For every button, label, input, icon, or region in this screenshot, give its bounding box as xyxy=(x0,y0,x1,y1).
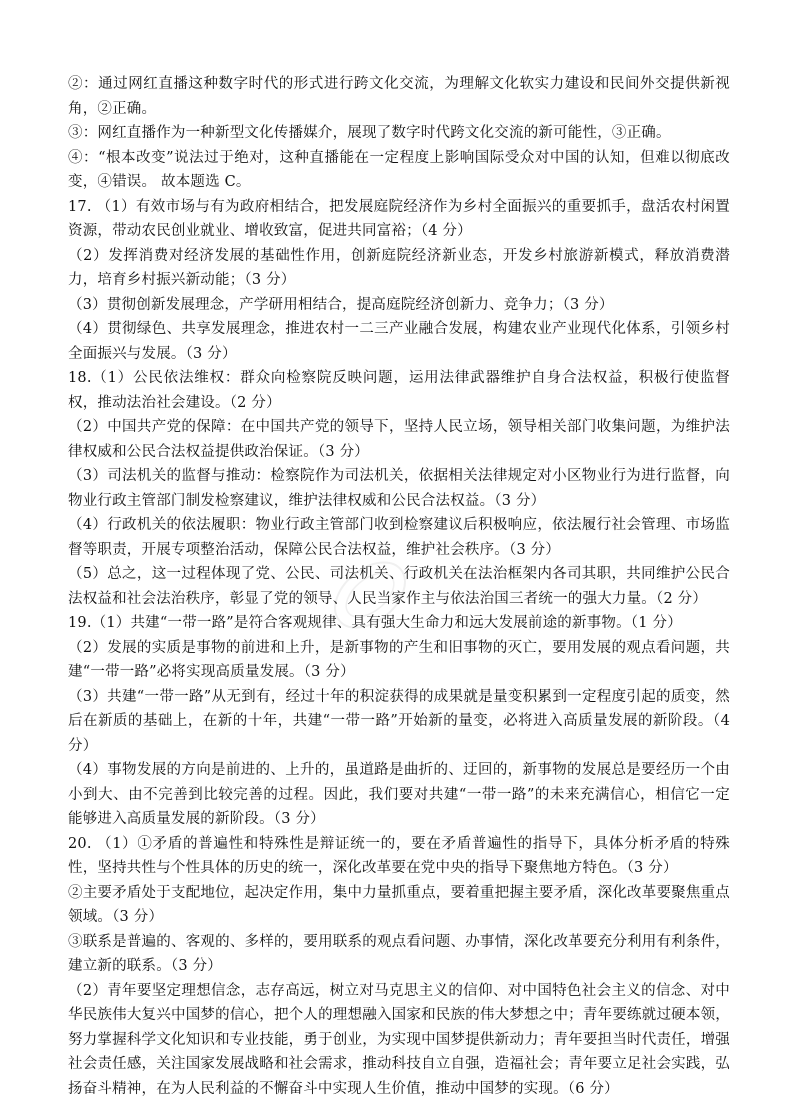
answer-paragraph: （2）发展的实质是事物的前进和上升，是新事物的产生和旧事物的灭亡，要用发展的观点看问题，共建“一带一路”必将实现高质量发展。（3 分） xyxy=(68,639,730,680)
answer-paragraph: 18.（1）公民依法维权：群众向检察院反映问题，运用法律武器维护自身合法权益，积极行使监督权，推动法治社会建设。（2 分） xyxy=(68,370,730,411)
answer-paragraph: （4）贯彻绿色、共享发展理念，推进农村一二三产业融合发展，构建农业产业现代化体系，引领乡村全面振兴与发展。（3 分） xyxy=(68,321,730,362)
answer-paragraph: （4）行政机关的依法履职：物业行政主管部门收到检察建议后积极响应，依法履行社会管理、市场监督等职责，开展专项整治活动，保障公民合法权益，维护社会秩序。（3 分） xyxy=(68,517,730,558)
answer-paragraph: ②主要矛盾处于支配地位，起决定作用，集中力量抓重点，要着重把握主要矛盾，深化改革要聚焦重点领域。（3 分） xyxy=(68,884,730,925)
answer-paragraph: （3）共建“一带一路”从无到有，经过十年的积淀获得的成果就是量变积累到一定程度引起的质变，然后在新质的基础上，在新的十年，共建“一带一路”开始新的量变，必将进入高质量发展的新阶段。（4 分） xyxy=(68,688,730,754)
answer-paragraph: （3）司法机关的监督与推动：检察院作为司法机关，依据相关法律规定对小区物业行为进行监督，向物业行政主管部门制发检察建议，维护法律权威和公民合法权益。（3 分） xyxy=(68,468,730,509)
answer-document xyxy=(68,72,730,1101)
answer-paragraph: ④：“根本改变”说法过于绝对，这种直播能在一定程度上影响国际受众对中国的认知，但难以彻底改变，④错误。 故本题选 C。 xyxy=(68,149,730,190)
answer-paragraph: （2）中国共产党的保障：在中国共产党的领导下，坚持人民立场，领导相关部门收集问题，为维护法律权威和公民合法权益提供政治保证。（3 分） xyxy=(68,419,730,460)
answer-paragraph: 17. （1）有效市场与有为政府相结合，把发展庭院经济作为乡村全面振兴的重要抓手，盘活农村闲置资源，带动农民创业就业、增收致富，促进共同富裕；（4 分） xyxy=(68,198,730,239)
answer-paragraph: ③：网红直播作为一种新型文化传播媒介，展现了数字时代跨文化交流的新可能性，③正确。 xyxy=(68,125,671,141)
answer-paragraph: 20. （1）①矛盾的普遍性和特殊性是辩证统一的，要在矛盾普遍性的指导下，具体分析矛盾的特殊性，坚持共性与个性具体的历史的统一，深化改革要在党中央的指导下聚焦地方特色。（3 分） xyxy=(68,835,730,876)
answer-paragraph: ②：通过网红直播这种数字时代的形式进行跨文化交流，为理解文化软实力建设和民间外交提供新视角，②正确。 xyxy=(68,76,730,117)
answer-paragraph: （3）贯彻创新发展理念，产学研用相结合，提高庭院经济创新力、竞争力；（3 分） xyxy=(68,296,614,313)
answer-paragraph: ③联系是普遍的、客观的、多样的，要用联系的观点看问题、办事情，深化改革要充分利用有利条件，建立新的联系。（3 分） xyxy=(68,933,730,974)
answer-paragraph: （2）发挥消费对经济发展的基础性作用，创新庭院经济新业态，开发乡村旅游新模式，释放消费潜力，培育乡村振兴新动能；（3 分） xyxy=(68,247,730,288)
answer-paragraph: 19.（1）共建“一带一路”是符合客观规律、具有强大生命力和远大发展前途的新事物。（1 分） xyxy=(68,615,682,631)
answer-paragraph: （2）青年要坚定理想信念，志存高远，树立对马克思主义的信仰、对中国特色社会主义的信念、对中华民族伟大复兴中国梦的信心，把个人的理想融入国家和民族的伟大梦想之中；青年要练就过硬本领，努力掌握科学文化知识和专业技能，勇于创业，为实现中国梦提供新动力；青年要担当时代责任，增强社会责任感，关注国家发展战略和社会需求，推动科技自立自强，造福社会；青年要立足社会实践，弘扬奋斗精神，在为人民利益的不懈奋斗中实现人生价值，推动中国梦的实现。（6 分） xyxy=(68,982,730,1097)
answer-paragraph: （5）总之，这一过程体现了党、公民、司法机关、行政机关在法治框架内各司其职，共同维护公民合法权益和社会法治秩序，彰显了党的领导、人民当家作主与依法治国三者统一的强大力量。（2 分） xyxy=(68,566,730,607)
answer-paragraph: （4）事物发展的方向是前进的、上升的，虽道路是曲折的、迂回的，新事物的发展总是要经历一个由小到大、由不完善到比较完善的过程。因此，我们要对共建“一带一路”的未来充满信心，相信它一定能够进入高质量发展的新阶段。（3 分） xyxy=(68,762,730,827)
